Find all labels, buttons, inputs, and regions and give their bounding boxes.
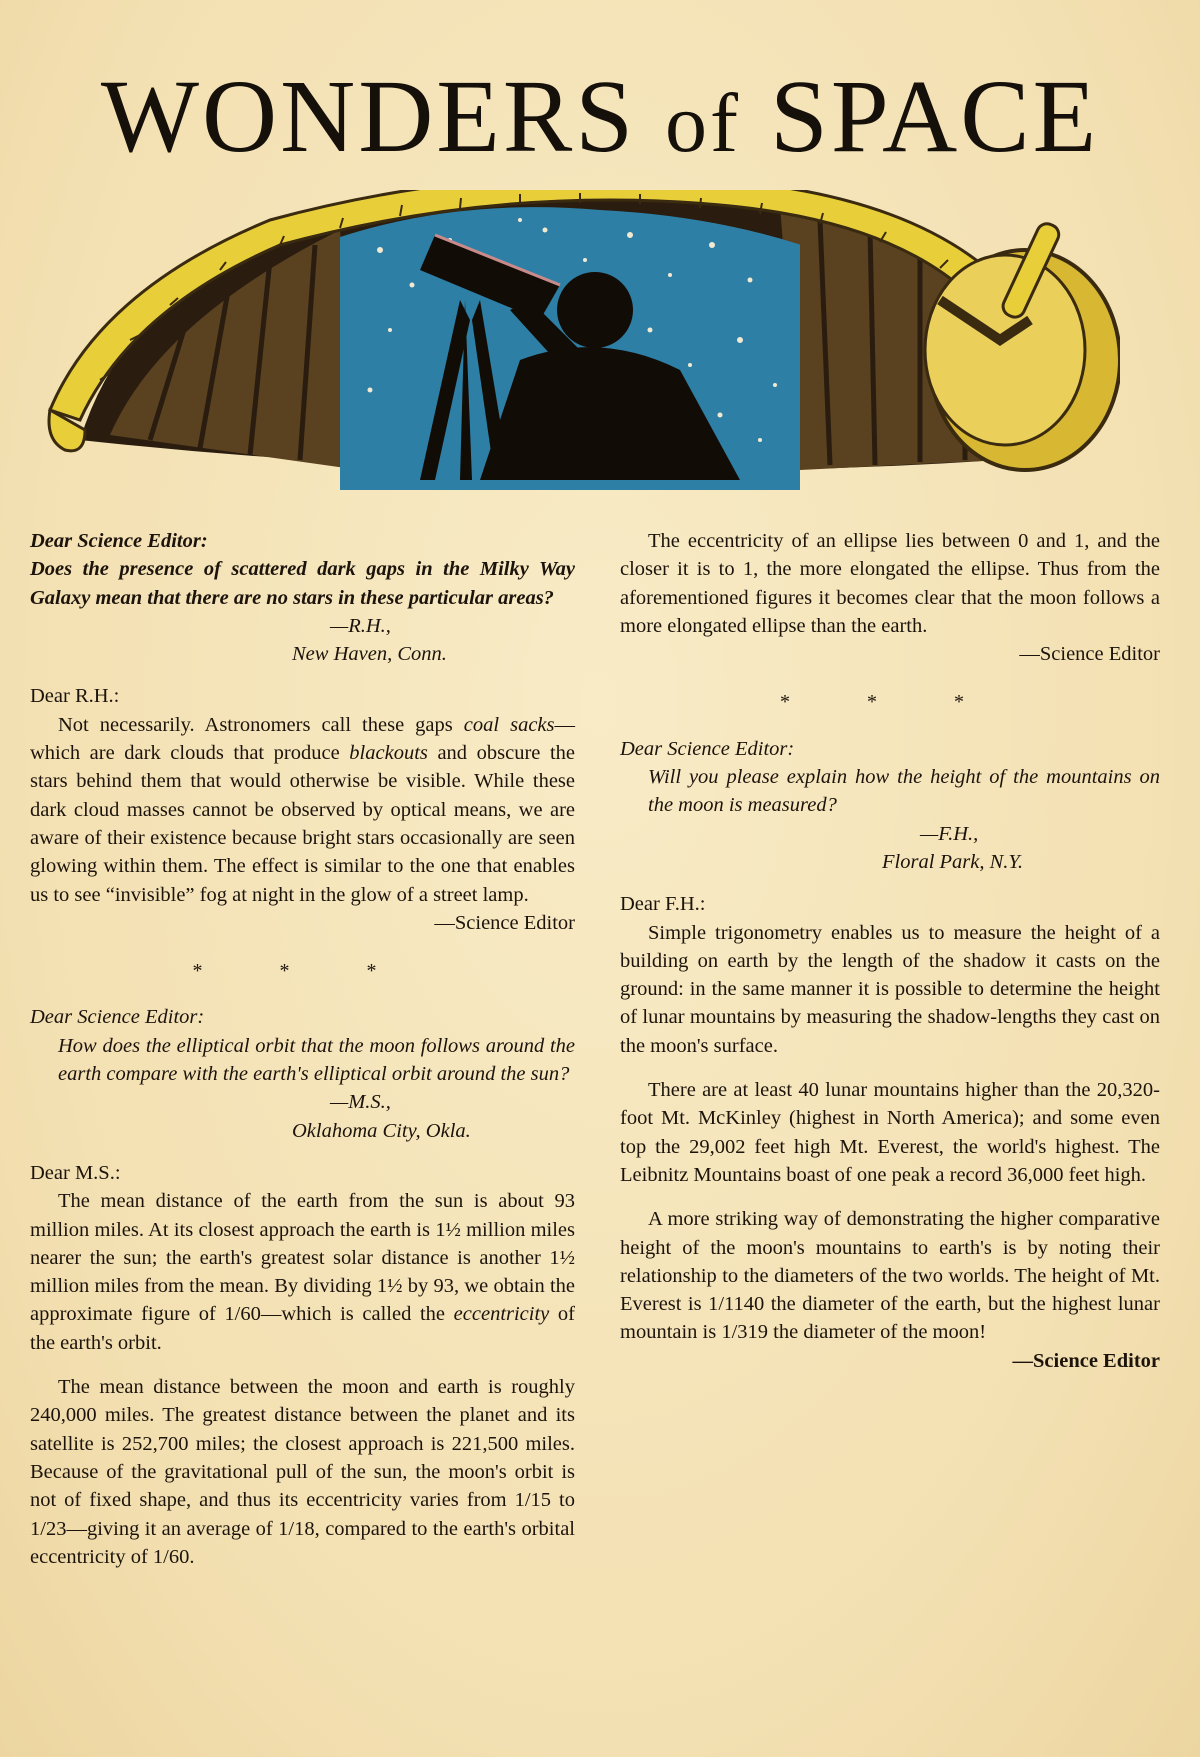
page-title [0,59,1200,179]
reply-text: Not necessarily. Astronomers call these gaps [58,713,464,736]
right-column [620,527,1160,1375]
separator-stars: * * * [192,960,413,983]
title-word-space: SPACE [770,59,1100,174]
letter3-reply-p1: Simple trigonometry enables us to measure the height of a building on earth by the length of the shadow it casts on the ground: in the same manner it is possible to determine the height of lunar mountains by measuring the shadow-lengths they cast on the moon's surface. [620,921,1160,1057]
letter1-reply-p1 [30,711,575,909]
left-column [30,527,575,1571]
letter3-question: Will you please explain how the height of the mountains on the moon is measured? [648,766,1160,817]
letter3-sign-name: —F.H., [920,822,979,845]
reply-text: of the earth's orbit. [30,1303,575,1354]
letter2-sign-place: Oklahoma City, Okla. [292,1119,471,1142]
letter1-sign-place: New Haven, Conn. [292,643,447,666]
letter2-salutation: Dear Science Editor: [30,1006,205,1029]
separator-stars: * * * [780,691,1000,714]
letter1-question: Does the presence of scattered dark gaps in the Milky Way Galaxy mean that there are no stars in these particular areas? [30,558,575,609]
reply-text: and obscure the stars behind them that would otherwise be visible. While these dark cloud masses cannot be observed by optical means, we are aware of their existence because bright stars occasionally are seen glowing within them. The effect is similar to the one that enables us to see “invisible” fog at night in the glow of a street lamp. [30,742,575,906]
letter1-salutation: Dear Science Editor: [30,530,208,552]
reply-em-blackouts: blackouts [349,742,428,765]
letter3-salutation: Dear Science Editor: [620,737,795,760]
reply-text: —which are dark clouds that produce [30,713,575,765]
reply-em-eccentricity: eccentricity [453,1303,550,1326]
letter2-reply-p3: The eccentricity of an ellipse lies between 0 and 1, and the closer it is to 1, the more elongated the ellipse. Thus from the aforementioned figures it becomes clear that the moon follows a more elongated ellipse than the earth. [620,530,1160,637]
letter1-sign-name: —R.H., [330,614,391,637]
letter2-sign-name: —M.S., [330,1091,391,1114]
letter3-reply-salutation: Dear F.H.: [620,893,706,916]
reply-text: The mean distance of the earth from the sun is about 93 million miles. At its closest approach the earth is 1½ million miles nearer the sun; the earth's greatest solar distance is another 1½ million miles from the mean. By dividing 1½ by 93, we obtain the approximate figure of 1/60—which is called the [30,1190,575,1326]
banner-illustration [40,190,1120,495]
letter3-reply-p3: A more striking way of demonstrating the higher comparative height of the moon's mountains to earth's is by noting their relationship to the diameters of the two worlds. The height of Mt. Everest is 1/1140 the diameter of the earth, but the highest lunar mountain is 1/319 the diameter of the moon! [620,1208,1160,1344]
title-word-of: of [665,77,742,170]
letter2-editor-sign: —Science Editor [1019,643,1160,666]
reply-em-coal-sacks: coal sacks [463,713,555,736]
letter2-question: How does the elliptical orbit that the moon follows around the earth compare with the earth's elliptical orbit around the sun? [58,1034,575,1086]
letter3-editor-sign: —Science Editor [1012,1349,1160,1372]
letter2-reply-salutation: Dear M.S.: [30,1161,121,1184]
letter3-sign-place: Floral Park, N.Y. [882,850,1024,873]
letter2-reply-p2: The mean distance between the moon and earth is roughly 240,000 miles. The greatest distance between the planet and its satellite is 252,700 miles; the closest approach is 221,500 miles. Because of the gravitational pull of the sun, the moon's orbit is not of fixed shape, and thus its eccentricity varies from 1/15 to 1/23—giving it an average of 1/18, compared to the earth's orbital eccentricity of 1/60. [30,1376,575,1568]
letter1-editor-sign: —Science Editor [434,911,575,934]
letter3-reply-p2: There are at least 40 lunar mountains higher than the 20,320-foot Mt. McKinley (highest in North America); and some even top the 29,002 feet high Mt. Everest, the world's highest. The Leibnitz Mountains boast of one peak a record 36,000 feet high. [620,1079,1160,1186]
title-word-wonders: WONDERS [100,59,637,174]
letter2-reply-p1 [30,1187,575,1357]
letter1-reply-salutation: Dear R.H.: [30,685,120,708]
